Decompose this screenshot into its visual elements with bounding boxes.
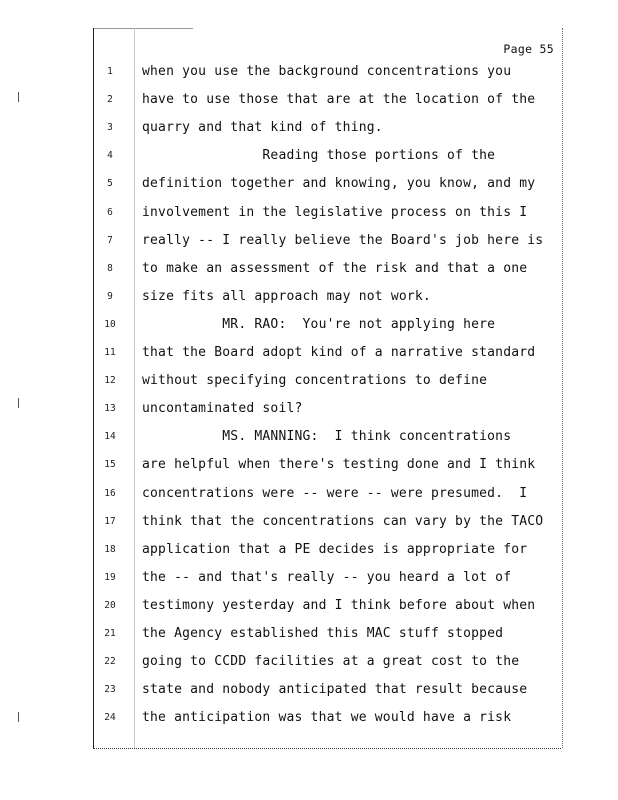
line-number-rule xyxy=(134,28,135,748)
transcript-line: when you use the background concentrations you xyxy=(142,64,512,79)
margin-mark xyxy=(18,712,22,722)
transcript-line: are helpful when there's testing done and I think xyxy=(142,457,536,473)
margin-mark xyxy=(18,398,22,408)
line-number: 24 xyxy=(104,712,116,724)
transcript-line: the anticipation was that we would have a risk xyxy=(142,710,512,726)
line-number: 6 xyxy=(107,206,113,218)
transcript-line: uncontaminated soil? xyxy=(142,401,303,417)
transcript-line: MR. RAO: You're not applying here xyxy=(142,316,496,332)
line-number: 23 xyxy=(104,684,116,696)
line-number: 7 xyxy=(107,234,113,246)
page-number: Page 55 xyxy=(503,42,554,56)
transcript-line: Reading those portions of the xyxy=(142,148,496,164)
line-number: 10 xyxy=(104,318,116,330)
line-number: 3 xyxy=(107,122,113,134)
transcript-line: the Agency established this MAC stuff stopped xyxy=(142,626,504,641)
transcript-line: definition together and knowing, you know, and my xyxy=(142,176,536,192)
line-number: 12 xyxy=(104,375,116,387)
line-number: 20 xyxy=(104,599,116,611)
transcript-line: the -- and that's really -- you heard a lot of xyxy=(142,569,512,585)
transcript-line: really -- I really believe the Board's job here is xyxy=(142,232,544,248)
transcript-line: have to use those that are at the location of the xyxy=(142,92,536,108)
line-number: 19 xyxy=(104,571,116,583)
line-number: 17 xyxy=(104,515,116,527)
line-number: 1 xyxy=(107,66,113,77)
bottom-rule xyxy=(93,748,561,749)
margin-mark xyxy=(18,92,22,102)
transcript-line: to make an assessment of the risk and that a one xyxy=(142,260,528,276)
line-number: 11 xyxy=(104,347,116,358)
line-number: 14 xyxy=(104,431,116,443)
line-number: 2 xyxy=(107,94,113,106)
line-number: 5 xyxy=(107,178,113,190)
transcript-line: think that the concentrations can vary by the TACO xyxy=(142,513,544,529)
transcript-line: going to CCDD facilities at a great cost to the xyxy=(142,654,520,670)
transcript-line: quarry and that kind of thing. xyxy=(142,120,383,136)
line-number: 4 xyxy=(107,150,113,162)
transcript-line: testimony yesterday and I think before about when xyxy=(142,597,536,613)
transcript-line: MS. MANNING: I think concentrations xyxy=(142,429,512,445)
transcript-line: state and nobody anticipated that result because xyxy=(142,682,528,698)
line-number: 21 xyxy=(104,628,116,639)
line-number: 8 xyxy=(107,262,113,274)
line-number: 13 xyxy=(104,403,116,415)
transcript-line: concentrations were -- were -- were presumed. I xyxy=(142,485,528,501)
line-number: 18 xyxy=(104,543,116,555)
transcript-line: application that a PE decides is appropriate for xyxy=(142,541,528,557)
line-number: 16 xyxy=(104,487,116,499)
transcript-line: that the Board adopt kind of a narrative standard xyxy=(142,345,536,360)
transcript-line: without specifying concentrations to define xyxy=(142,373,488,389)
transcript-line: size fits all approach may not work. xyxy=(142,288,431,304)
transcript-line: involvement in the legislative process on this I xyxy=(142,204,528,220)
line-number: 15 xyxy=(104,459,116,471)
line-number: 9 xyxy=(107,290,113,302)
line-number: 22 xyxy=(104,656,116,668)
